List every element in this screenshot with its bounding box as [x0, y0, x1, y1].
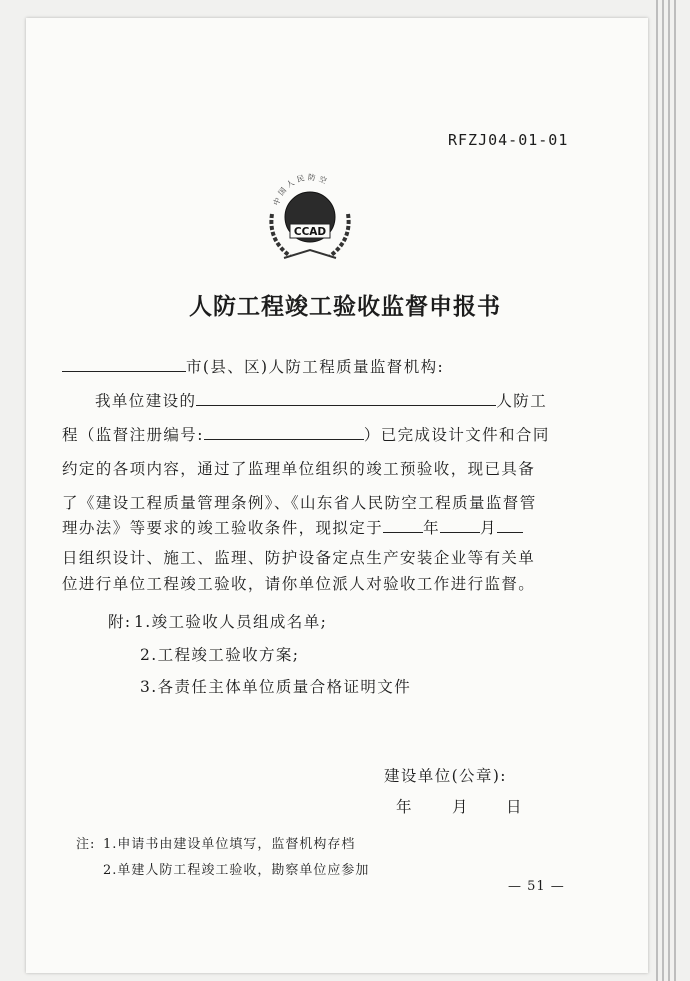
binding-edge-4: [674, 0, 676, 981]
signature-month: 月: [452, 798, 469, 816]
svg-text:CCAD: CCAD: [293, 226, 327, 238]
body-line-6: 日组织设计、施工、监理、防护设备定点生产安装企业等有关单: [62, 549, 536, 567]
note-item-2: 2.单建人防工程竣工验收，勘察单位应参加: [103, 863, 370, 878]
addressee-text: 市(县、区)人防工程质量监督机构:: [186, 358, 445, 376]
month-blank[interactable]: [440, 518, 480, 533]
body-line2-prefix: 程（监督注册编号:: [62, 426, 204, 444]
page-number: — 51 —: [508, 879, 565, 894]
body-line-3: 约定的各项内容，通过了监理单位组织的竣工预验收，现已具备: [62, 460, 536, 478]
document-code: RFZJ04-01-01: [448, 131, 569, 149]
document-title: 人防工程竣工验收监督申报书: [189, 294, 501, 320]
body-line5-text: 理办法》等要求的竣工验收条件，现拟定于: [62, 519, 384, 537]
signature-unit: 建设单位(公章):: [384, 767, 507, 785]
body-line-7: 位进行单位工程竣工验收，请你单位派人对验收工作进行监督。: [62, 575, 536, 593]
attachments-label: 附:: [108, 613, 132, 631]
body-line1-suffix: 人防工: [496, 392, 548, 410]
body-line-4: 了《建设工程质量管理条例》、《山东省人民防空工程质量监督管: [62, 494, 537, 512]
ccad-emblem-icon: [262, 162, 358, 262]
signature-day: 日: [506, 798, 523, 816]
body-line1-prefix: 我单位建设的: [95, 392, 197, 410]
binding-edge-3: [668, 0, 670, 981]
notes-label: 注:: [76, 837, 96, 852]
attachment-item-2: 2.工程竣工验收方案;: [140, 646, 300, 664]
binding-edge-2: [662, 0, 664, 981]
note-item-1: 1.申请书由建设单位填写，监督机构存档: [103, 837, 356, 852]
attachment-item-1: 1.竣工验收人员组成名单;: [134, 613, 328, 631]
attachment-item-3: 3.各责任主体单位质量合格证明文件: [140, 678, 412, 696]
project-name-blank[interactable]: [196, 391, 496, 406]
city-blank[interactable]: [62, 357, 186, 372]
body-line2-suffix: ）已完成设计文件和合同: [363, 426, 550, 444]
addressee-line: [62, 355, 444, 377]
signature-year: 年: [396, 798, 413, 816]
body-line-5: [62, 516, 523, 538]
binding-edge-1: [656, 0, 658, 981]
month-label: 月: [480, 519, 497, 537]
year-label: 年: [423, 519, 441, 537]
day-blank[interactable]: [497, 518, 523, 533]
body-line-2: [62, 423, 550, 445]
body-line-1: [95, 389, 547, 411]
registration-number-blank[interactable]: [204, 425, 364, 440]
year-blank[interactable]: [383, 518, 423, 533]
svg-text:中国人民防空: 中国人民防空: [271, 172, 331, 207]
